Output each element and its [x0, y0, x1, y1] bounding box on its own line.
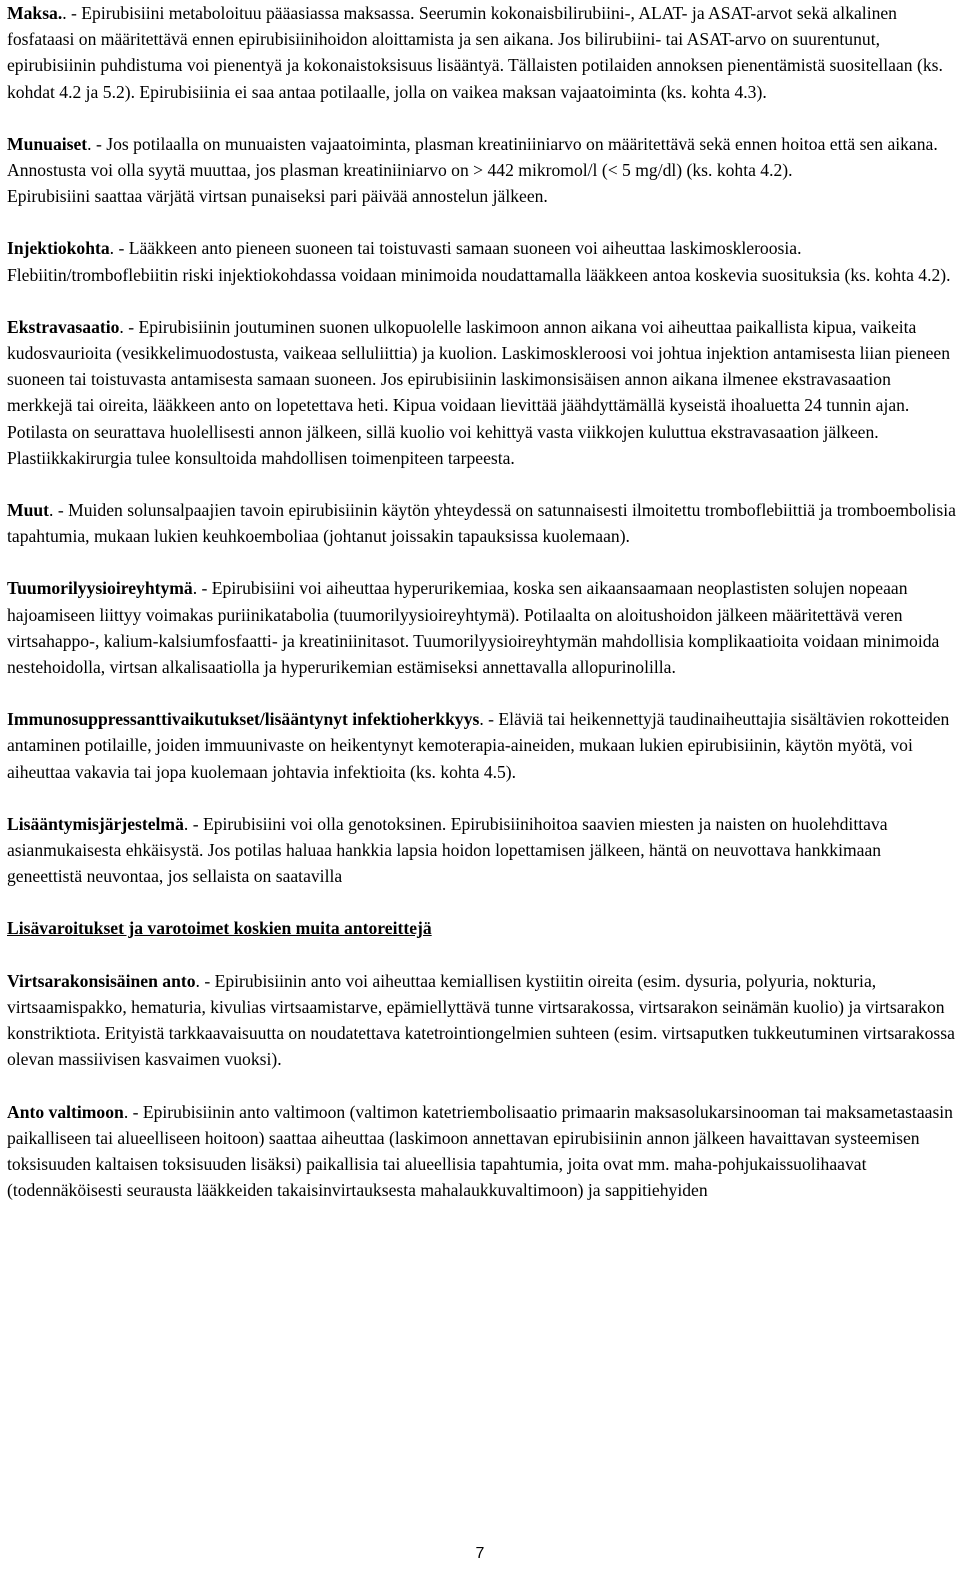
- paragraph-text: . - Epirubisiini voi olla genotoksinen. Epirubisiinihoitoa saavien miesten ja naisten on huolehdittava asianmukaisesta ehkäisystä. Jos potilas haluaa hankkia lapsia hoidon lopettamisen jälkeen, häntä on neuvottava hankkimaan geneettistä neuvontaa, jos sellaista on saatavilla: [7, 813, 888, 887]
- document-page: [7, 0, 957, 1203]
- paragraph-heading: Munuaiset: [7, 133, 88, 154]
- paragraph-ekstravasaatio: [7, 314, 957, 471]
- paragraph-heading: Virtsarakonsisäinen anto: [7, 970, 196, 991]
- paragraph-text: . - Lääkkeen anto pieneen suoneen tai toistuvasti samaan suoneen voi aiheuttaa laskimoskleroosia. Flebiitin/tromboflebiitin riski injektiokohdassa voidaan minimoida noudattamalla lääkkeen antoa koskevia suosituksia (ks. kohta 4.2).: [7, 238, 951, 285]
- paragraph-munuaiset-extra: [7, 183, 957, 209]
- paragraph-injektiokohta: [7, 235, 957, 287]
- paragraph-text: . - Muiden solunsalpaajien tavoin epirubisiinin käytön yhteydessä on satunnaisesti ilmoitettu tromboflebiittiä ja tromboembolisia tapahtumia, mukaan lukien keuhkoemboliaa (johtanut joissakin tapauksissa kuolemaan).: [7, 500, 956, 547]
- paragraph-tuumorilyysi: [7, 575, 957, 680]
- paragraph-heading: Anto valtimoon: [7, 1101, 124, 1122]
- page-number: 7: [475, 1545, 485, 1562]
- paragraph-muut: [7, 497, 957, 549]
- paragraph-heading: Lisääntymisjärjestelmä: [7, 813, 184, 834]
- paragraph-anto-valtimoon: [7, 1099, 957, 1204]
- paragraph-heading: Immunosuppressanttivaikutukset/lisääntynyt infektioherkkyys: [7, 709, 480, 730]
- paragraph-virtsarakonsisainen: [7, 968, 957, 1073]
- paragraph-text: Epirubisiini saattaa värjätä virtsan punaiseksi pari päivää annostelun jälkeen.: [7, 186, 548, 207]
- paragraph-maksa: [7, 0, 957, 105]
- paragraph-text: . - Epirubisiini voi aiheuttaa hyperurikemiaa, koska sen aikaansaamaan neoplastisten solujen nopeaan hajoamiseen liittyy voimakas puriinikatabolia (tuumorilyysioireyhtymä). Potilaalta on aloitushoidon jälkeen määritettävä veren virtsahappo-, kalium-kalsiumfosfaatti- ja kreatiniinitasot. Tuumorilyysioireyhtymän mahdollisia komplikaatioita voidaan minimoida nestehoidolla, virtsan alkalisaatiolla ja hyperurikemian estämiseksi annettavalla allopurinolilla.: [7, 578, 940, 678]
- paragraph-lisaantymisjarjestelma: [7, 811, 957, 890]
- paragraph-heading: Injektiokohta: [7, 238, 110, 259]
- paragraph-text: . - Epirubisiinin anto voi aiheuttaa kemiallisen kystiitin oireita (esim. dysuria, polyuria, nokturia, virtsaamispakko, hematuria, kivulias virtsaamistarve, epämiellyttävä tunne virtsarakossa, virtsarakon seinämän kuolio) ja virtsarakon konstriktiota. Erityistä tarkkaavaisuutta on noudatettava katetrointiongelmien suhteen (esim. virtsaputken tukkeutuminen virtsarakossa olevan massiivisen kasvaimen vuoksi).: [7, 970, 955, 1070]
- paragraph-heading: Tuumorilyysioireyhtymä: [7, 578, 193, 599]
- paragraph-munuaiset: [7, 131, 957, 183]
- paragraph-text: . - Epirubisiinin anto valtimoon (valtimon katetriembolisaatio primaarin maksasolukarsinooman tai maksametastaasin paikalliseen tai alueelliseen hoitoon) saattaa aiheuttaa (laskimoon annettavan epirubisiinin annon jälkeen havaittavan systeemisen toksisuuden kaltaisen toksisuuden lisäksi) paikallisia tai alueellisia tapahtumia, joita ovat mm. maha-pohjukaissuolihaavat (todennäköisesti seurausta lääkkeiden takaisinvirtauksesta mahalaukkuvaltimoon) ja sappitiehyiden: [7, 1101, 953, 1201]
- paragraph-text: . - Epirubisiini metaboloituu pääasiassa maksassa. Seerumin kokonaisbilirubiini-, ALAT- ja ASAT-arvot sekä alkalinen fosfataasi on määritettävä ennen epirubisiinihoidon aloittamista ja sen aikana. Jos bilirubiini- tai ASAT-arvo on suurentunut, epirubisiinin puhdistuma voi pienentyä ja kokonaistoksisuus lisääntyä. Tällaisten potilaiden annoksen pienentämistä suositellaan (ks. kohdat 4.2 ja 5.2). Epirubisiinia ei saa antaa potilaalle, jolla on vaikea maksan vajaatoiminta (ks. kohta 4.3).: [7, 3, 943, 102]
- paragraph-heading: Muut: [7, 500, 50, 521]
- paragraph-text: . - Eläviä tai heikennettyjä taudinaiheuttajia sisältävien rokotteiden antaminen potilaille, joiden immuunivaste on heikentynyt kemoterapia-aineiden, mukaan lukien epirubisiinin, käytön myötä, voi aiheuttaa vakavia tai jopa kuolemaan johtavia infektioita (ks. kohta 4.5).: [7, 709, 950, 782]
- paragraph-heading: Maksa.: [7, 3, 63, 23]
- paragraph-text: . - Epirubisiinin joutuminen suonen ulkopuolelle laskimoon annon aikana voi aiheuttaa paikallista kipua, vaikeita kudosvaurioita (vesikkelimuodostusta, vaikeaa selluliittia) ja kuolion. Laskimoskleroosi voi johtua injektion antamisesta liian pieneen suoneen tai toistuvasta antamisesta samaan suoneen. Jos epirubisiinin laskimonsisäisen annon aikana ilmenee ekstravasaation merkkejä tai oireita, lääkkeen anto on lopetettava heti. Kipua voidaan lievittää jäähdyttämällä kyseistä ihoaluetta 24 tunnin ajan. Potilasta on seurattava huolellisesti annon jälkeen, sillä kuolio voi kehittyä vasta viikkojen kuluttua ekstravasaation jälkeen. Plastiikkakirurgia tulee konsultoida mahdollisen toimenpiteen tarpeesta.: [7, 316, 951, 468]
- paragraph-immunosuppressantti: [7, 706, 957, 785]
- paragraph-text: . - Jos potilaalla on munuaisten vajaatoiminta, plasman kreatiniiniarvo on määritettävä sekä ennen hoitoa että sen aikana. Annostusta voi olla syytä muuttaa, jos plasman kreatiniiniarvo on > 442 mikromol/l (< 5 mg/dl) (ks. kohta 4.2).: [7, 133, 938, 181]
- paragraph-heading: Ekstravasaatio: [7, 316, 120, 337]
- section-heading: Lisävaroitukset ja varotoimet koskien muita antoreittejä: [7, 918, 432, 939]
